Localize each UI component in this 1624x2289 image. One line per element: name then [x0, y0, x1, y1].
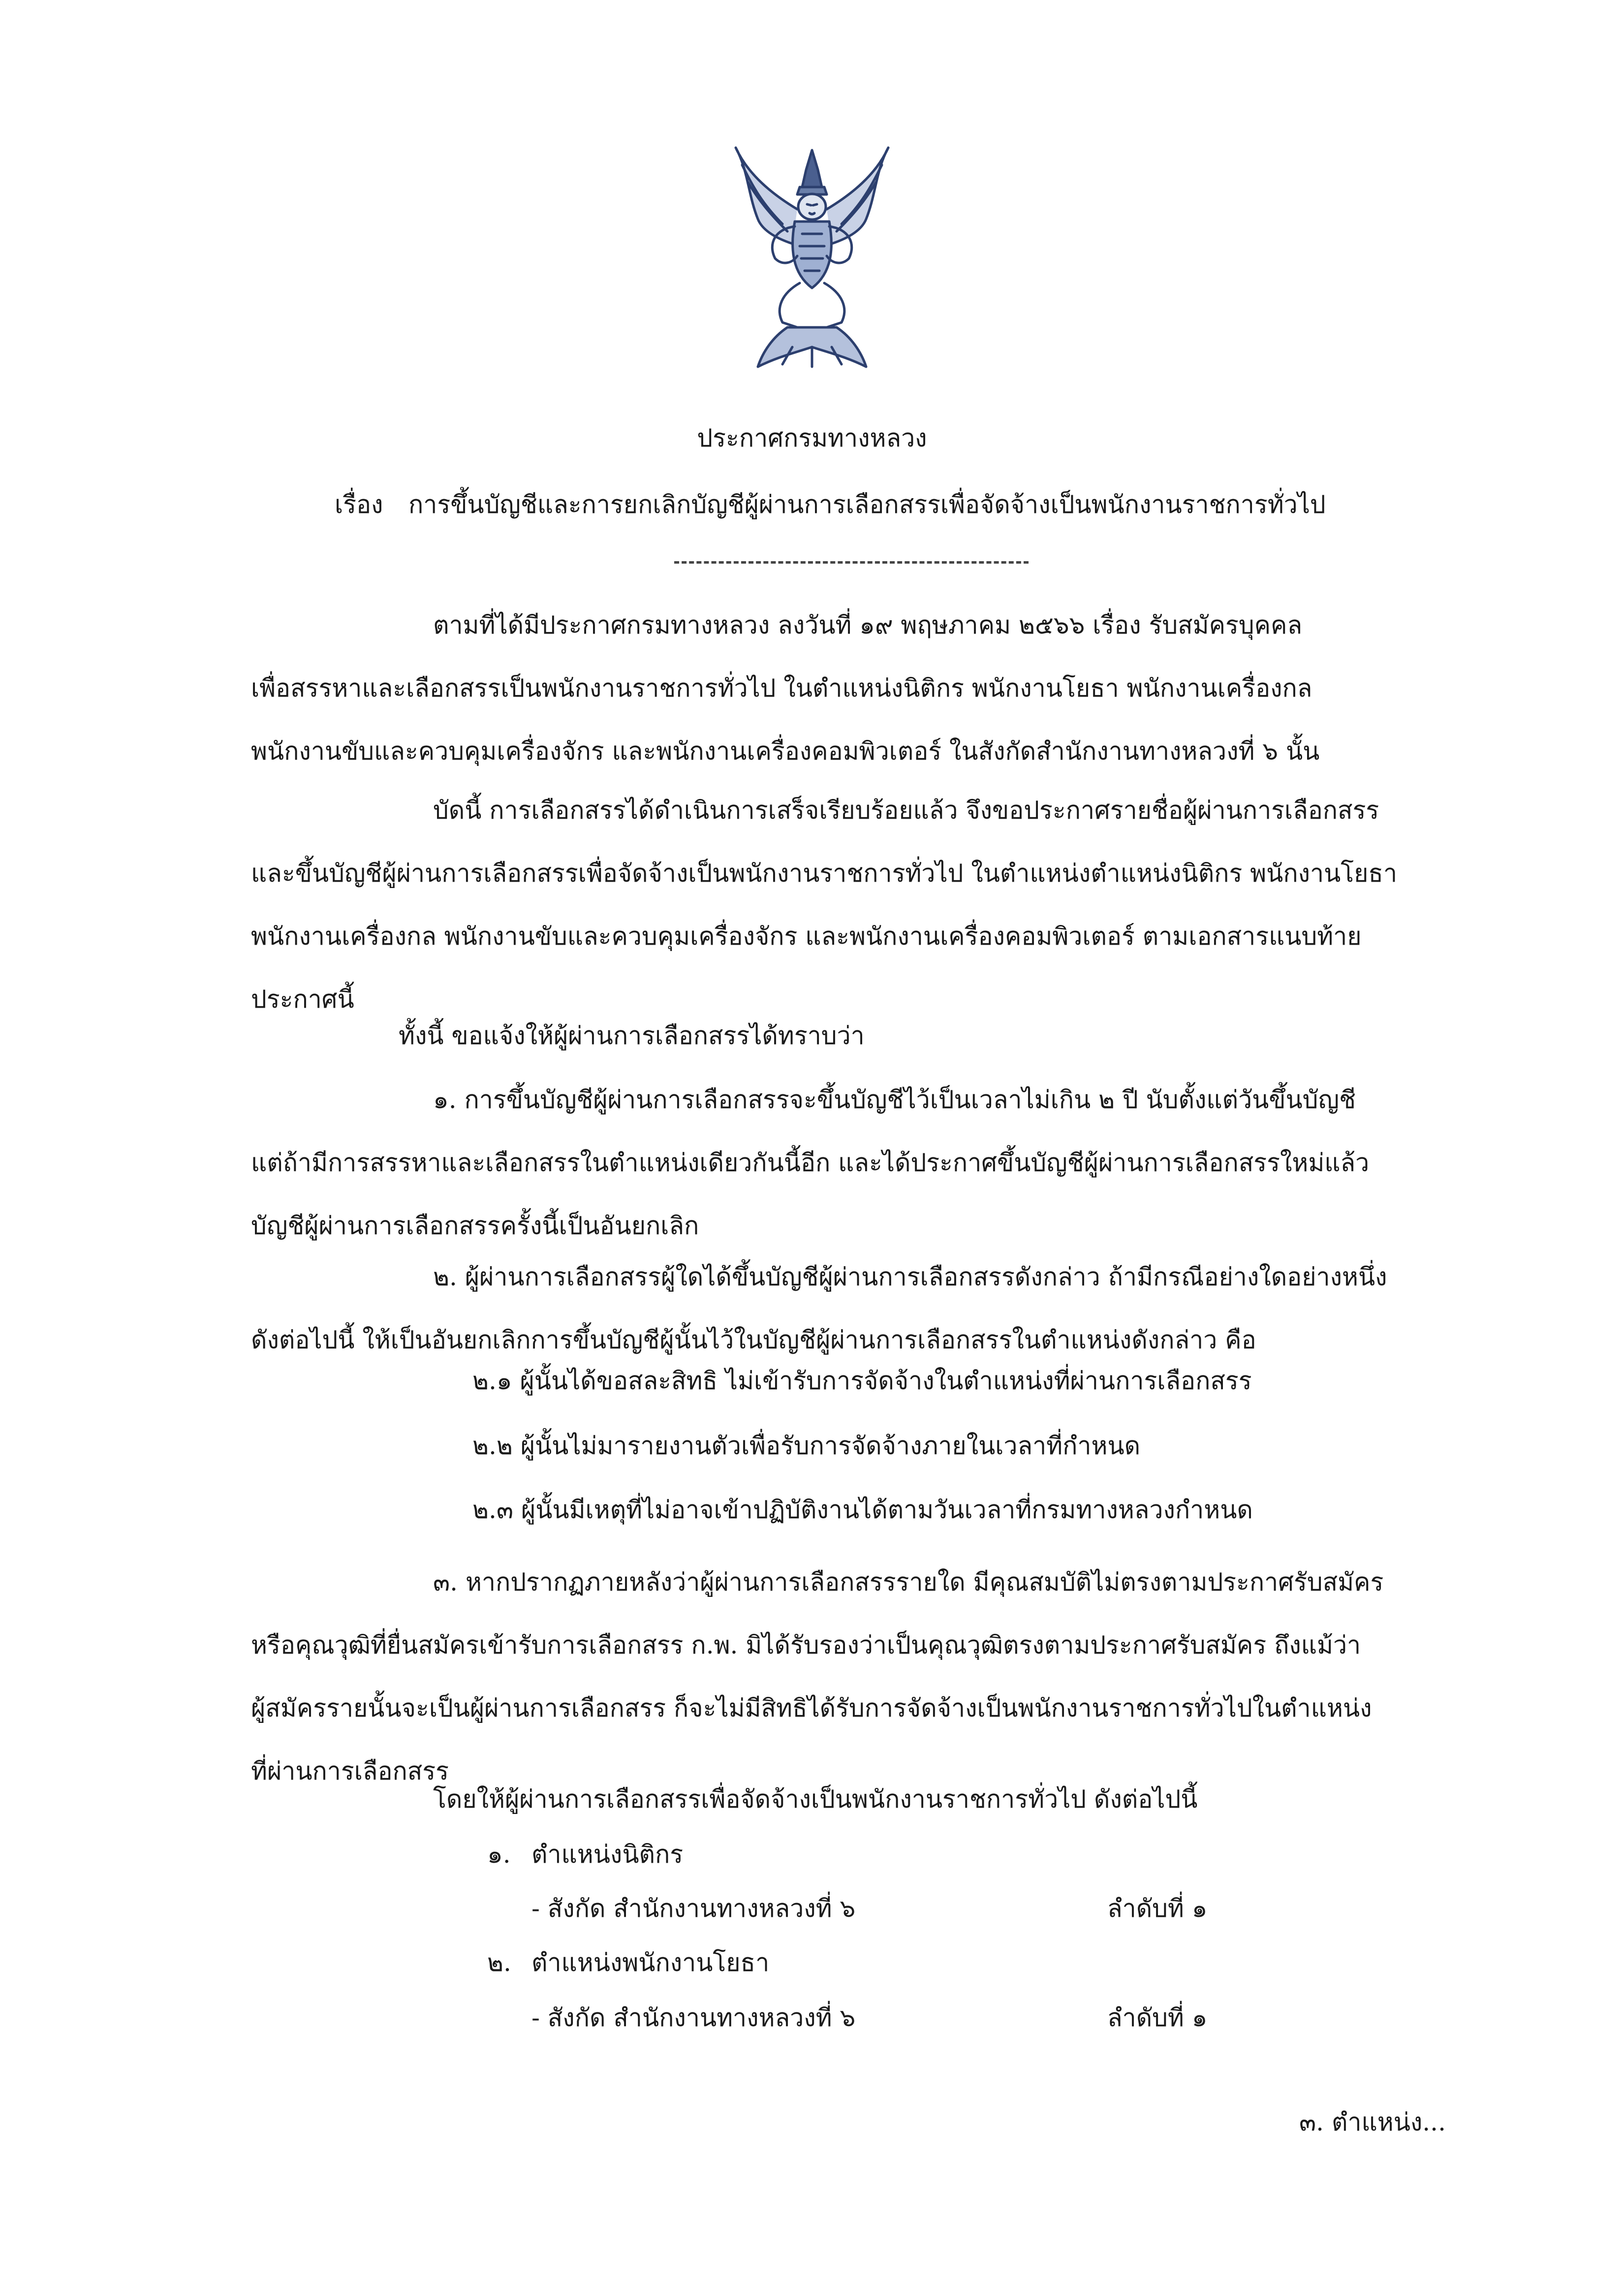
sub-item-2-1: ๒.๑ ผู้นั้นได้ขอสละสิทธิ ไม่เข้ารับการจัดจ้างในตำแหน่งที่ผ่านการเลือกสรร — [472, 1367, 1252, 1395]
position-unit: - สังกัด สำนักงานทางหลวงที่ ๖ — [531, 2003, 856, 2032]
subject-text: การขึ้นบัญชีและการยกเลิกบัญชีผู้ผ่านการเลือกสรรเพื่อจัดจ้างเป็นพนักงานราชการทั่วไป — [408, 490, 1326, 519]
position-title: ตำแหน่งนิติกร — [531, 1840, 684, 1869]
subject-label: เรื่อง — [335, 490, 383, 519]
page-continuation: ๓. ตำแหน่ง... — [1299, 2108, 1446, 2136]
garuda-emblem-icon — [728, 140, 896, 372]
position-rank: ลำดับที่ ๑ — [1107, 1894, 1208, 1923]
paragraph-announcement — [251, 779, 1457, 1031]
item-1 — [251, 1068, 1457, 1257]
item-3 — [251, 1551, 1457, 1803]
sub-item-2-3: ๒.๓ ผู้นั้นมีเหตุที่ไม่อาจเข้าปฏิบัติงานได้ตามวันเวลาที่กรมทางหลวงกำหนด — [472, 1495, 1253, 1524]
paragraph-line: ที่ผ่านการเลือกสรร — [251, 1757, 449, 1785]
paragraph-line: ประกาศนี้ — [251, 985, 354, 1014]
paragraph-line: ดังต่อไปนี้ ให้เป็นอันยกเลิกการขึ้นบัญชีผู้นั้นไว้ในบัญชีผู้ผ่านการเลือกสรรในตำแหน่งดังกล่าว คือ — [251, 1326, 1256, 1354]
paragraph-reference — [251, 594, 1457, 783]
position-number: ๑. — [487, 1840, 511, 1869]
position-number: ๒. — [487, 1948, 511, 1977]
item-2 — [251, 1245, 1457, 1371]
paragraph-line: ทั้งนี้ ขอแจ้งให้ผู้ผ่านการเลือกสรรได้ทราบว่า — [399, 1021, 865, 1050]
paragraph-positions-intro: โดยให้ผู้ผ่านการเลือกสรรเพื่อจัดจ้างเป็นพนักงานราชการทั่วไป ดังต่อไปนี้ — [433, 1785, 1198, 1813]
announcement-title: ประกาศกรมทางหลวง — [697, 424, 927, 452]
paragraph-line: ๑. การขึ้นบัญชีผู้ผ่านการเลือกสรรจะขึ้นบัญชีไว้เป็นเวลาไม่เกิน ๒ ปี นับตั้งแต่วันขึ้นบัญชี — [433, 1085, 1356, 1114]
paragraph-line: และขึ้นบัญชีผู้ผ่านการเลือกสรรเพื่อจัดจ้างเป็นพนักงานราชการทั่วไป ในตำแหน่งตำแหน่งนิติกร พนักงานโยธา — [251, 859, 1398, 888]
paragraph-line: ตามที่ได้มีประกาศกรมทางหลวง ลงวันที่ ๑๙ พฤษภาคม ๒๕๖๖ เรื่อง รับสมัครบุคคล — [433, 611, 1303, 639]
paragraph-line: พนักงานขับและควบคุมเครื่องจักร และพนักงานเครื่องคอมพิวเตอร์ ในสังกัดสำนักงานทางหลวงที่ ๖ นั้น — [251, 737, 1320, 765]
paragraph-line: เพื่อสรรหาและเลือกสรรเป็นพนักงานราชการทั่วไป ในตำแหน่งนิติกร พนักงานโยธา พนักงานเครื่องกล — [251, 674, 1312, 702]
paragraph-line: พนักงานเครื่องกล พนักงานขับและควบคุมเครื่องจักร และพนักงานเครื่องคอมพิวเตอร์ ตามเอกสารแนบท้าย — [251, 922, 1362, 951]
sub-item-2-2: ๒.๒ ผู้นั้นไม่มารายงานตัวเพื่อรับการจัดจ้างภายในเวลาที่กำหนด — [472, 1431, 1141, 1460]
paragraph-line: แต่ถ้ามีการสรรหาและเลือกสรรในตำแหน่งเดียวกันนี้อีก และได้ประกาศขึ้นบัญชีผู้ผ่านการเลือกสรรใหม่แล้ว — [251, 1148, 1370, 1177]
paragraph-line: บัดนี้ การเลือกสรรได้ดำเนินการเสร็จเรียบร้อยแล้ว จึงขอประกาศรายชื่อผู้ผ่านการเลือกสรร — [433, 796, 1379, 825]
position-rank: ลำดับที่ ๑ — [1107, 2003, 1208, 2032]
paragraph-line: บัญชีผู้ผ่านการเลือกสรรครั้งนี้เป็นอันยกเลิก — [251, 1211, 699, 1240]
paragraph-notice — [251, 1004, 1457, 1067]
paragraph-line: ๒. ผู้ผ่านการเลือกสรรผู้ใดได้ขึ้นบัญชีผู้ผ่านการเลือกสรรดังกล่าว ถ้ามีกรณีอย่างใดอย่างหนึ่ง — [433, 1263, 1387, 1291]
paragraph-line: หรือคุณวุฒิที่ยื่นสมัครเข้ารับการเลือกสรร ก.พ. มิได้รับรองว่าเป็นคุณวุฒิตรงตามประกาศรับสมัคร ถึงแม้ว่า — [251, 1631, 1361, 1659]
paragraph-line: ๓. หากปรากฏภายหลังว่าผู้ผ่านการเลือกสรรรายใด มีคุณสมบัติไม่ตรงตามประกาศรับสมัคร — [433, 1568, 1384, 1596]
paragraph-line: ผู้สมัครรายนั้นจะเป็นผู้ผ่านการเลือกสรร ก็จะไม่มีสิทธิได้รับการจัดจ้างเป็นพนักงานราชการทั่วไปในตำแหน่ง — [251, 1694, 1372, 1722]
position-title: ตำแหน่งพนักงานโยธา — [531, 1948, 770, 1977]
divider-line — [674, 561, 1029, 564]
position-unit: - สังกัด สำนักงานทางหลวงที่ ๖ — [531, 1894, 856, 1923]
